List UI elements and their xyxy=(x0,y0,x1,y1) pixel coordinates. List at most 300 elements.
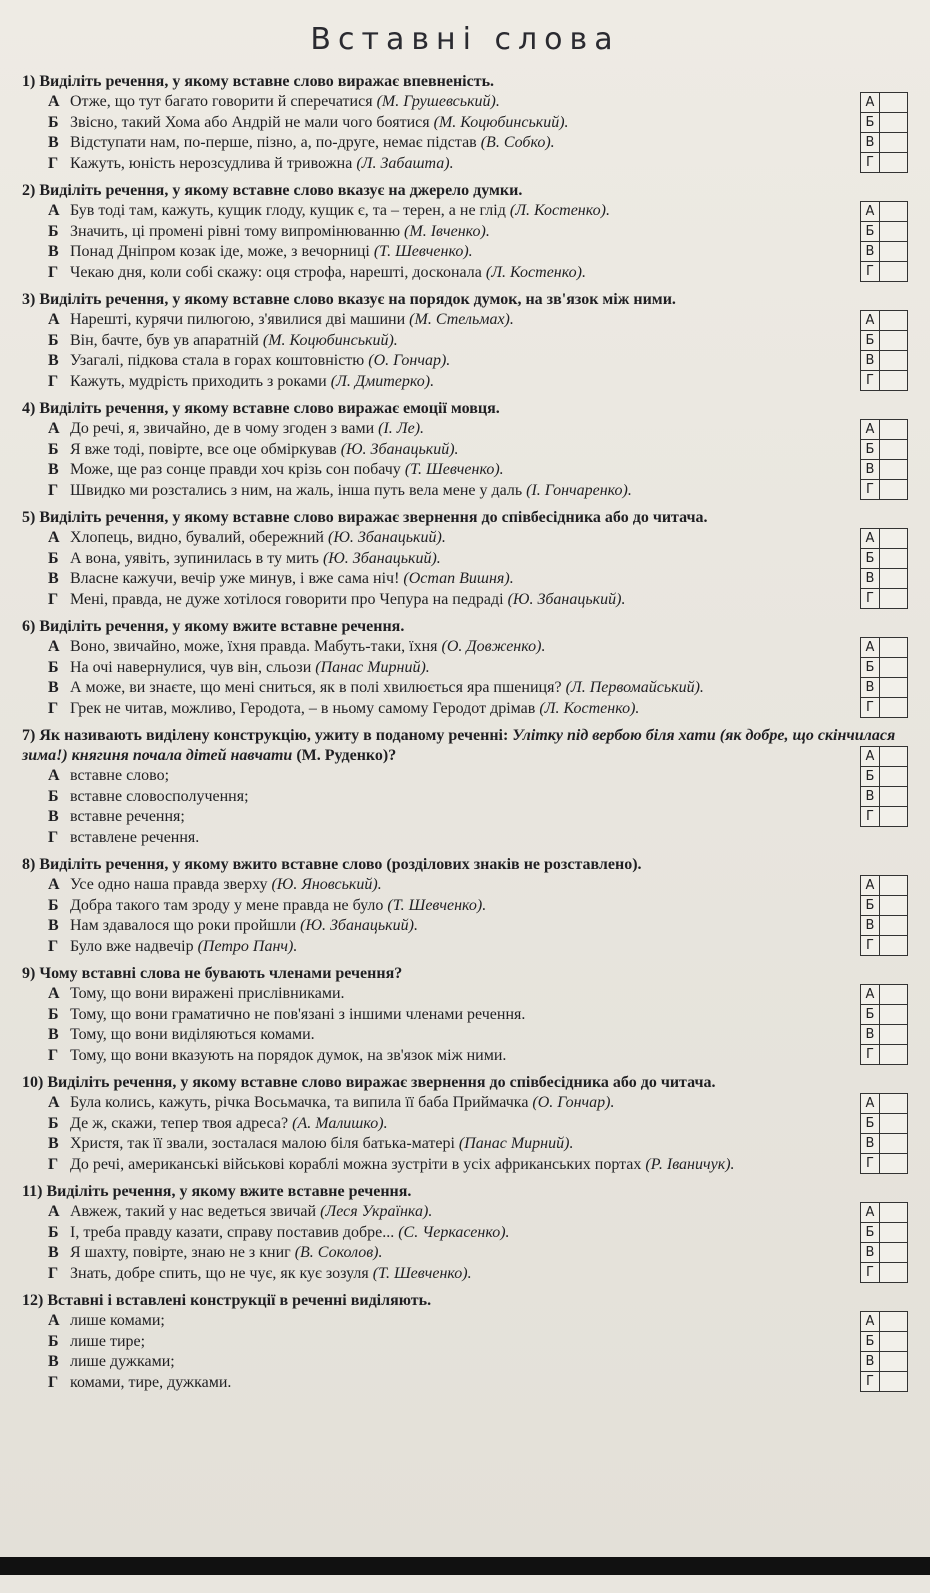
answer-cell-letter: Г xyxy=(861,480,880,499)
question-text xyxy=(14,726,914,766)
option-text: Тому, що вони виражені прислівниками. xyxy=(70,985,345,1002)
answer-cell-letter: А xyxy=(861,638,880,657)
answer-option xyxy=(14,1332,914,1353)
answer-option xyxy=(14,549,914,570)
option-letter: Г xyxy=(48,1046,59,1064)
option-letter: А xyxy=(48,767,60,784)
answer-checkbox[interactable] xyxy=(880,420,907,439)
option-text: Тому, що вони вказують на порядок думок, на зв'язок між ними. xyxy=(70,1046,507,1064)
answer-checkbox[interactable] xyxy=(880,767,907,786)
answer-checkbox[interactable] xyxy=(880,460,907,479)
answer-cell xyxy=(861,1352,907,1372)
option-letter: Б xyxy=(48,222,59,240)
question-text: 2) Виділіть речення, у якому вставне слово вказує на джерело думки. xyxy=(22,182,523,199)
answer-cell xyxy=(861,658,907,678)
answer-cell xyxy=(861,1263,907,1282)
answer-option xyxy=(14,1202,914,1223)
page-title: Вставні слова xyxy=(310,22,620,57)
answer-cell-letter: Г xyxy=(861,698,880,717)
answer-checkbox[interactable] xyxy=(880,113,907,132)
answer-cell xyxy=(861,638,907,658)
option-letter: Г xyxy=(48,937,59,955)
answer-cell-letter: Г xyxy=(861,1372,880,1391)
option-text: Нам здавалося що роки пройшли xyxy=(70,917,297,934)
question-5 xyxy=(14,508,914,610)
answer-checkbox[interactable] xyxy=(880,331,907,350)
option-text: А вона, уявіть, зупинилась в ту мить xyxy=(70,549,319,567)
option-text: Знать, добре спить, що не чує, як кує зозуля xyxy=(70,1264,369,1282)
option-author: (А. Малишко). xyxy=(292,1114,388,1132)
answer-checkbox[interactable] xyxy=(880,1372,907,1391)
answer-grid xyxy=(860,637,908,718)
option-text: Був тоді там, кажуть, кущик глоду, кущик є, та – терен, а не глід xyxy=(70,202,506,219)
option-text: Було вже надвечір xyxy=(70,937,194,955)
question-text: 3) Виділіть речення, у якому вставне слово вказує на порядок думок, на зв'язок між ними. xyxy=(22,291,676,308)
option-text: Я вже тоді, повірте, все оце обміркував xyxy=(70,440,337,458)
question-7 xyxy=(14,726,914,848)
option-text: Христя, так її звали, зосталася малою біля батька-матері xyxy=(70,1135,455,1152)
answer-checkbox[interactable] xyxy=(880,747,907,766)
answer-cell xyxy=(861,202,907,222)
answer-cell-letter: В xyxy=(861,916,880,935)
answer-checkbox[interactable] xyxy=(880,985,907,1004)
answer-cell xyxy=(861,371,907,390)
answer-checkbox[interactable] xyxy=(880,1134,907,1153)
answer-checkbox[interactable] xyxy=(880,876,907,895)
option-author: (Петро Панч). xyxy=(197,937,298,955)
answer-option xyxy=(14,1352,914,1373)
option-text: Тому, що вони виділяються комами. xyxy=(70,1026,315,1043)
answer-checkbox[interactable] xyxy=(880,1025,907,1044)
answer-cell-letter: Г xyxy=(861,371,880,390)
answer-option xyxy=(14,1155,914,1176)
answer-cell-letter: А xyxy=(861,311,880,330)
answer-option xyxy=(14,1243,914,1264)
answer-cell xyxy=(861,1203,907,1223)
answer-option xyxy=(14,937,914,958)
answer-cell-letter: Б xyxy=(861,896,880,915)
answer-checkbox[interactable] xyxy=(880,896,907,915)
option-letter: Г xyxy=(48,1264,59,1282)
answer-checkbox[interactable] xyxy=(880,549,907,568)
answer-checkbox[interactable] xyxy=(880,1045,907,1064)
option-text: вставлене речення. xyxy=(70,828,200,846)
answer-option xyxy=(14,481,914,502)
option-author: (Т. Шевченко). xyxy=(387,896,487,914)
option-letter: А xyxy=(48,876,60,893)
answer-option xyxy=(14,1264,914,1285)
answer-cell-letter: Б xyxy=(861,549,880,568)
answer-checkbox[interactable] xyxy=(880,1332,907,1351)
question-text: 6) Виділіть речення, у якому вжите вставне речення. xyxy=(22,618,405,635)
answer-cell-letter: В xyxy=(861,133,880,152)
answer-option xyxy=(14,440,914,461)
answer-option xyxy=(14,1134,914,1155)
answer-option xyxy=(14,590,914,611)
answer-cell-letter: В xyxy=(861,678,880,697)
option-author: (Л. Костенко). xyxy=(539,699,640,717)
answer-checkbox[interactable] xyxy=(880,351,907,370)
answer-grid xyxy=(860,92,908,173)
answer-cell-letter: Б xyxy=(861,1114,880,1133)
option-text: Узагалі, підкова стала в горах коштовністю xyxy=(70,352,365,369)
answer-checkbox[interactable] xyxy=(880,242,907,261)
answer-cell-letter: Б xyxy=(861,113,880,132)
option-letter: В xyxy=(48,352,59,369)
option-letter: Г xyxy=(48,828,59,846)
answer-cell-letter: Б xyxy=(861,1005,880,1024)
option-letter: В xyxy=(48,679,59,696)
answer-cell-letter: А xyxy=(861,1094,880,1113)
option-author: (Л. Дмитерко). xyxy=(330,372,435,390)
answer-option xyxy=(14,263,914,284)
answer-cell xyxy=(861,1045,907,1064)
answer-grid xyxy=(860,310,908,391)
answer-cell xyxy=(861,460,907,480)
answer-checkbox[interactable] xyxy=(880,1005,907,1024)
option-author: (В. Собко). xyxy=(480,134,555,151)
answer-cell-letter: Г xyxy=(861,589,880,608)
answer-cell xyxy=(861,916,907,936)
option-letter: А xyxy=(48,1203,60,1220)
option-author: (Л. Костенко). xyxy=(509,202,610,219)
option-letter: Б xyxy=(48,1114,59,1132)
answer-cell xyxy=(861,1005,907,1025)
answer-option xyxy=(14,242,914,263)
answer-checkbox[interactable] xyxy=(880,1094,907,1113)
option-text: Власне кажучи, вечір уже минув, і вже сама ніч! xyxy=(70,570,400,587)
option-author: (Т. Шевченко). xyxy=(404,461,504,478)
answer-option xyxy=(14,828,914,849)
option-text: Воно, звичайно, може, їхня правда. Мабуть-таки, їхня xyxy=(70,638,438,655)
option-letter: В xyxy=(48,1353,59,1370)
answer-checkbox[interactable] xyxy=(880,480,907,499)
answer-checkbox[interactable] xyxy=(880,1312,907,1331)
answer-checkbox[interactable] xyxy=(880,1223,907,1242)
option-letter: Г xyxy=(48,590,59,608)
answer-cell xyxy=(861,678,907,698)
answer-checkbox[interactable] xyxy=(880,936,907,955)
answer-cell-letter: В xyxy=(861,1352,880,1371)
answer-checkbox[interactable] xyxy=(880,1203,907,1222)
answer-cell-letter: Г xyxy=(861,1263,880,1282)
answer-cell-letter: Б xyxy=(861,1332,880,1351)
answer-cell-letter: В xyxy=(861,1134,880,1153)
option-author: (М. Коцюбинський). xyxy=(433,113,569,131)
option-letter: Б xyxy=(48,331,59,349)
option-author: (І. Ле). xyxy=(378,420,425,437)
option-text: вставне слово; xyxy=(70,767,170,784)
option-letter: Б xyxy=(48,440,59,458)
option-text: Усе одно наша правда зверху xyxy=(70,876,268,893)
option-text: Він, бачте, був ув апаратній xyxy=(70,331,259,349)
answer-option xyxy=(14,528,914,549)
option-author: (Остап Вишня). xyxy=(403,570,514,587)
answer-checkbox[interactable] xyxy=(880,1352,907,1371)
option-letter: Г xyxy=(48,263,59,281)
option-text: Хлопець, видно, бувалий, обережний xyxy=(70,529,324,546)
option-letter: В xyxy=(48,570,59,587)
answer-cell xyxy=(861,807,907,826)
option-text: Грек не читав, можливо, Геродота, – в ньому самому Геродот дрімав xyxy=(70,699,536,717)
option-text: Кажуть, мудрість приходить з роками xyxy=(70,372,327,390)
answer-cell xyxy=(861,698,907,717)
question-9 xyxy=(14,964,914,1066)
answer-cell-letter: Г xyxy=(861,1154,880,1173)
option-letter: Г xyxy=(48,699,59,717)
option-text: Понад Дніпром козак іде, може, з вечорниці xyxy=(70,243,370,260)
answer-checkbox[interactable] xyxy=(880,678,907,697)
option-letter: В xyxy=(48,917,59,934)
answer-cell-letter: А xyxy=(861,876,880,895)
answer-cell xyxy=(861,1025,907,1045)
answer-cell xyxy=(861,153,907,172)
answer-option xyxy=(14,222,914,243)
answer-option xyxy=(14,984,914,1005)
answer-cell xyxy=(861,1312,907,1332)
option-author: (М. Стельмах). xyxy=(409,311,514,328)
answer-checkbox[interactable] xyxy=(880,133,907,152)
question-6 xyxy=(14,617,914,719)
answer-checkbox[interactable] xyxy=(880,202,907,221)
answer-checkbox[interactable] xyxy=(880,787,907,806)
question-text: 1) Виділіть речення, у якому вставне слово виражає впевненість. xyxy=(22,73,495,90)
answer-checkbox[interactable] xyxy=(880,222,907,241)
option-text: лише дужками; xyxy=(70,1353,175,1370)
answer-option xyxy=(14,1093,914,1114)
option-letter: А xyxy=(48,1094,60,1111)
option-text: Авжеж, такий у нас ведеться звичай xyxy=(70,1203,317,1220)
option-letter: А xyxy=(48,93,60,110)
answer-cell xyxy=(861,133,907,153)
option-author: (Л. Первомайський). xyxy=(565,679,704,696)
option-author: (О. Довженко). xyxy=(441,638,546,655)
answer-checkbox[interactable] xyxy=(880,638,907,657)
answer-cell-letter: Б xyxy=(861,440,880,459)
answer-cell-letter: Г xyxy=(861,153,880,172)
answer-checkbox[interactable] xyxy=(880,589,907,608)
answer-cell xyxy=(861,896,907,916)
answer-grid xyxy=(860,1311,908,1392)
option-letter: Г xyxy=(48,372,59,390)
option-text: Я шахту, повірте, знаю не з книг xyxy=(70,1244,291,1261)
answer-cell xyxy=(861,222,907,242)
option-text: вставне словосполучення; xyxy=(70,787,249,805)
answer-checkbox[interactable] xyxy=(880,1243,907,1262)
option-letter: Б xyxy=(48,1332,59,1350)
answer-checkbox[interactable] xyxy=(880,262,907,281)
answer-checkbox[interactable] xyxy=(880,698,907,717)
option-letter: А xyxy=(48,202,60,219)
answer-checkbox[interactable] xyxy=(880,371,907,390)
answer-cell xyxy=(861,420,907,440)
answer-cell-letter: Б xyxy=(861,658,880,677)
answer-cell-letter: Б xyxy=(861,222,880,241)
answer-cell-letter: В xyxy=(861,351,880,370)
answer-checkbox[interactable] xyxy=(880,311,907,330)
option-text: Відступати нам, по-перше, пізно, а, по-друге, немає підстав xyxy=(70,134,477,151)
answer-option xyxy=(14,1046,914,1067)
answer-cell xyxy=(861,529,907,549)
answer-checkbox[interactable] xyxy=(880,1154,907,1173)
answer-cell xyxy=(861,1134,907,1154)
question-4 xyxy=(14,399,914,501)
answer-option xyxy=(14,154,914,175)
question-text: 4) Виділіть речення, у якому вставне слово виражає емоції мовця. xyxy=(22,400,500,417)
answer-option xyxy=(14,896,914,917)
answer-checkbox[interactable] xyxy=(880,1114,907,1133)
option-letter: А xyxy=(48,638,60,655)
answer-cell-letter: А xyxy=(861,202,880,221)
option-letter: А xyxy=(48,985,60,1002)
answer-checkbox[interactable] xyxy=(880,916,907,935)
option-letter: А xyxy=(48,311,60,328)
answer-cell-letter: Г xyxy=(861,807,880,826)
answer-grid xyxy=(860,1093,908,1174)
answer-checkbox[interactable] xyxy=(880,1263,907,1282)
option-author: (Л. Забашта). xyxy=(356,154,454,172)
option-letter: Б xyxy=(48,658,59,676)
answer-checkbox[interactable] xyxy=(880,153,907,172)
answer-option xyxy=(14,351,914,372)
option-text: До речі, американські військові кораблі можна зустріти в усіх африканських портах xyxy=(70,1155,642,1173)
answer-cell xyxy=(861,311,907,331)
option-author: (Ю. Збанацький). xyxy=(340,440,459,458)
option-letter: В xyxy=(48,1135,59,1152)
option-letter: Б xyxy=(48,113,59,131)
option-text: вставне речення; xyxy=(70,808,185,825)
question-text-part: Улітку під вербою біля хати (як добре, що скінчилася зима!) княгиня почала дітей навчати xyxy=(22,727,896,764)
answer-option xyxy=(14,331,914,352)
answer-cell-letter: В xyxy=(861,460,880,479)
answer-cell-letter: А xyxy=(861,529,880,548)
question-text: 12) Вставні і вставлені конструкції в реченні виділяють. xyxy=(22,1292,432,1309)
option-author: (Ю. Збанацький). xyxy=(322,549,441,567)
option-author: (Т. Шевченко). xyxy=(373,243,473,260)
option-text: Була колись, кажуть, річка Восьмачка, та випила її баба Приймачка xyxy=(70,1094,529,1111)
option-author: (О. Гончар). xyxy=(368,352,451,369)
answer-option xyxy=(14,1311,914,1332)
option-letter: Г xyxy=(48,481,59,499)
option-letter: В xyxy=(48,243,59,260)
question-text: 10) Виділіть речення, у якому вставне слово виражає звернення до співбесідника або до читача. xyxy=(22,1074,716,1091)
option-text: На очі навернулися, чув він, сльози xyxy=(70,658,312,676)
question-3 xyxy=(14,290,914,392)
answer-grid xyxy=(860,1202,908,1283)
option-text: Швидко ми розстались з ним, на жаль, інша путь вела мене у даль xyxy=(70,481,523,499)
answer-option xyxy=(14,699,914,720)
question-2 xyxy=(14,181,914,283)
answer-cell-letter: В xyxy=(861,242,880,261)
question-12 xyxy=(14,1291,914,1393)
answer-option xyxy=(14,372,914,393)
option-text: комами, тире, дужками. xyxy=(70,1373,232,1391)
answer-cell-letter: Б xyxy=(861,331,880,350)
answer-checkbox[interactable] xyxy=(880,658,907,677)
option-author: (Панас Мирний). xyxy=(315,658,430,676)
option-text: До речі, я, звичайно, де в чому згоден з вами xyxy=(70,420,375,437)
option-text: лише комами; xyxy=(70,1312,165,1329)
answer-cell-letter: Б xyxy=(861,767,880,786)
answer-checkbox[interactable] xyxy=(880,569,907,588)
answer-option xyxy=(14,766,914,787)
answer-cell xyxy=(861,1154,907,1173)
answer-option xyxy=(14,787,914,808)
option-author: (Ю. Збанацький). xyxy=(507,590,626,608)
answer-cell-letter: А xyxy=(861,1203,880,1222)
answer-cell xyxy=(861,569,907,589)
option-author: (М. Грушевський). xyxy=(376,93,500,110)
photo-bottom-edge xyxy=(0,1557,930,1575)
question-text: 9) Чому вставні слова не бувають членами речення? xyxy=(22,965,403,982)
question-text: 11) Виділіть речення, у якому вжите вставне речення. xyxy=(22,1183,412,1200)
answer-cell xyxy=(861,351,907,371)
answer-cell-letter: А xyxy=(861,93,880,112)
answer-cell xyxy=(861,1243,907,1263)
answer-checkbox[interactable] xyxy=(880,440,907,459)
answer-grid xyxy=(860,419,908,500)
answer-grid xyxy=(860,875,908,956)
option-letter: В xyxy=(48,461,59,478)
answer-cell-letter: Г xyxy=(861,936,880,955)
question-text: 5) Виділіть речення, у якому вставне слово виражає звернення до співбесідника або до читача. xyxy=(22,509,708,526)
answer-cell-letter: А xyxy=(861,985,880,1004)
option-letter: В xyxy=(48,1244,59,1261)
option-letter: Б xyxy=(48,1223,59,1241)
answer-option xyxy=(14,133,914,154)
question-11 xyxy=(14,1182,914,1284)
option-text: Чекаю дня, коли собі скажу: оця строфа, нарешті, досконала xyxy=(70,263,482,281)
option-author: (Л. Костенко). xyxy=(485,263,586,281)
answer-cell xyxy=(861,1332,907,1352)
option-letter: А xyxy=(48,420,60,437)
answer-cell-letter: Г xyxy=(861,262,880,281)
answer-grid xyxy=(860,984,908,1065)
answer-cell xyxy=(861,767,907,787)
question-text-part: (М. Руденко)? xyxy=(296,747,397,764)
answer-cell-letter: В xyxy=(861,1243,880,1262)
option-author: (Р. Іваничук). xyxy=(645,1155,735,1173)
option-letter: Б xyxy=(48,787,59,805)
option-author: (М. Коцюбинський). xyxy=(262,331,398,349)
answer-cell xyxy=(861,480,907,499)
answer-option xyxy=(14,637,914,658)
option-letter: А xyxy=(48,529,60,546)
answer-grid xyxy=(860,201,908,282)
option-author: (Леся Українка). xyxy=(320,1203,433,1220)
answer-cell-letter: А xyxy=(861,420,880,439)
option-text: лише тире; xyxy=(70,1332,146,1350)
answer-checkbox[interactable] xyxy=(880,529,907,548)
answer-grid xyxy=(860,746,908,827)
answer-option xyxy=(14,310,914,331)
answer-checkbox[interactable] xyxy=(880,807,907,826)
answer-option xyxy=(14,658,914,679)
answer-option xyxy=(14,113,914,134)
answer-option xyxy=(14,1005,914,1026)
answer-option xyxy=(14,92,914,113)
answer-option xyxy=(14,1223,914,1244)
question-8 xyxy=(14,855,914,957)
answer-option xyxy=(14,569,914,590)
question-list xyxy=(14,72,914,1400)
option-author: (Ю. Яновський). xyxy=(271,876,382,893)
option-letter: В xyxy=(48,134,59,151)
answer-grid xyxy=(860,528,908,609)
option-letter: В xyxy=(48,1026,59,1043)
answer-checkbox[interactable] xyxy=(880,93,907,112)
answer-cell xyxy=(861,589,907,608)
